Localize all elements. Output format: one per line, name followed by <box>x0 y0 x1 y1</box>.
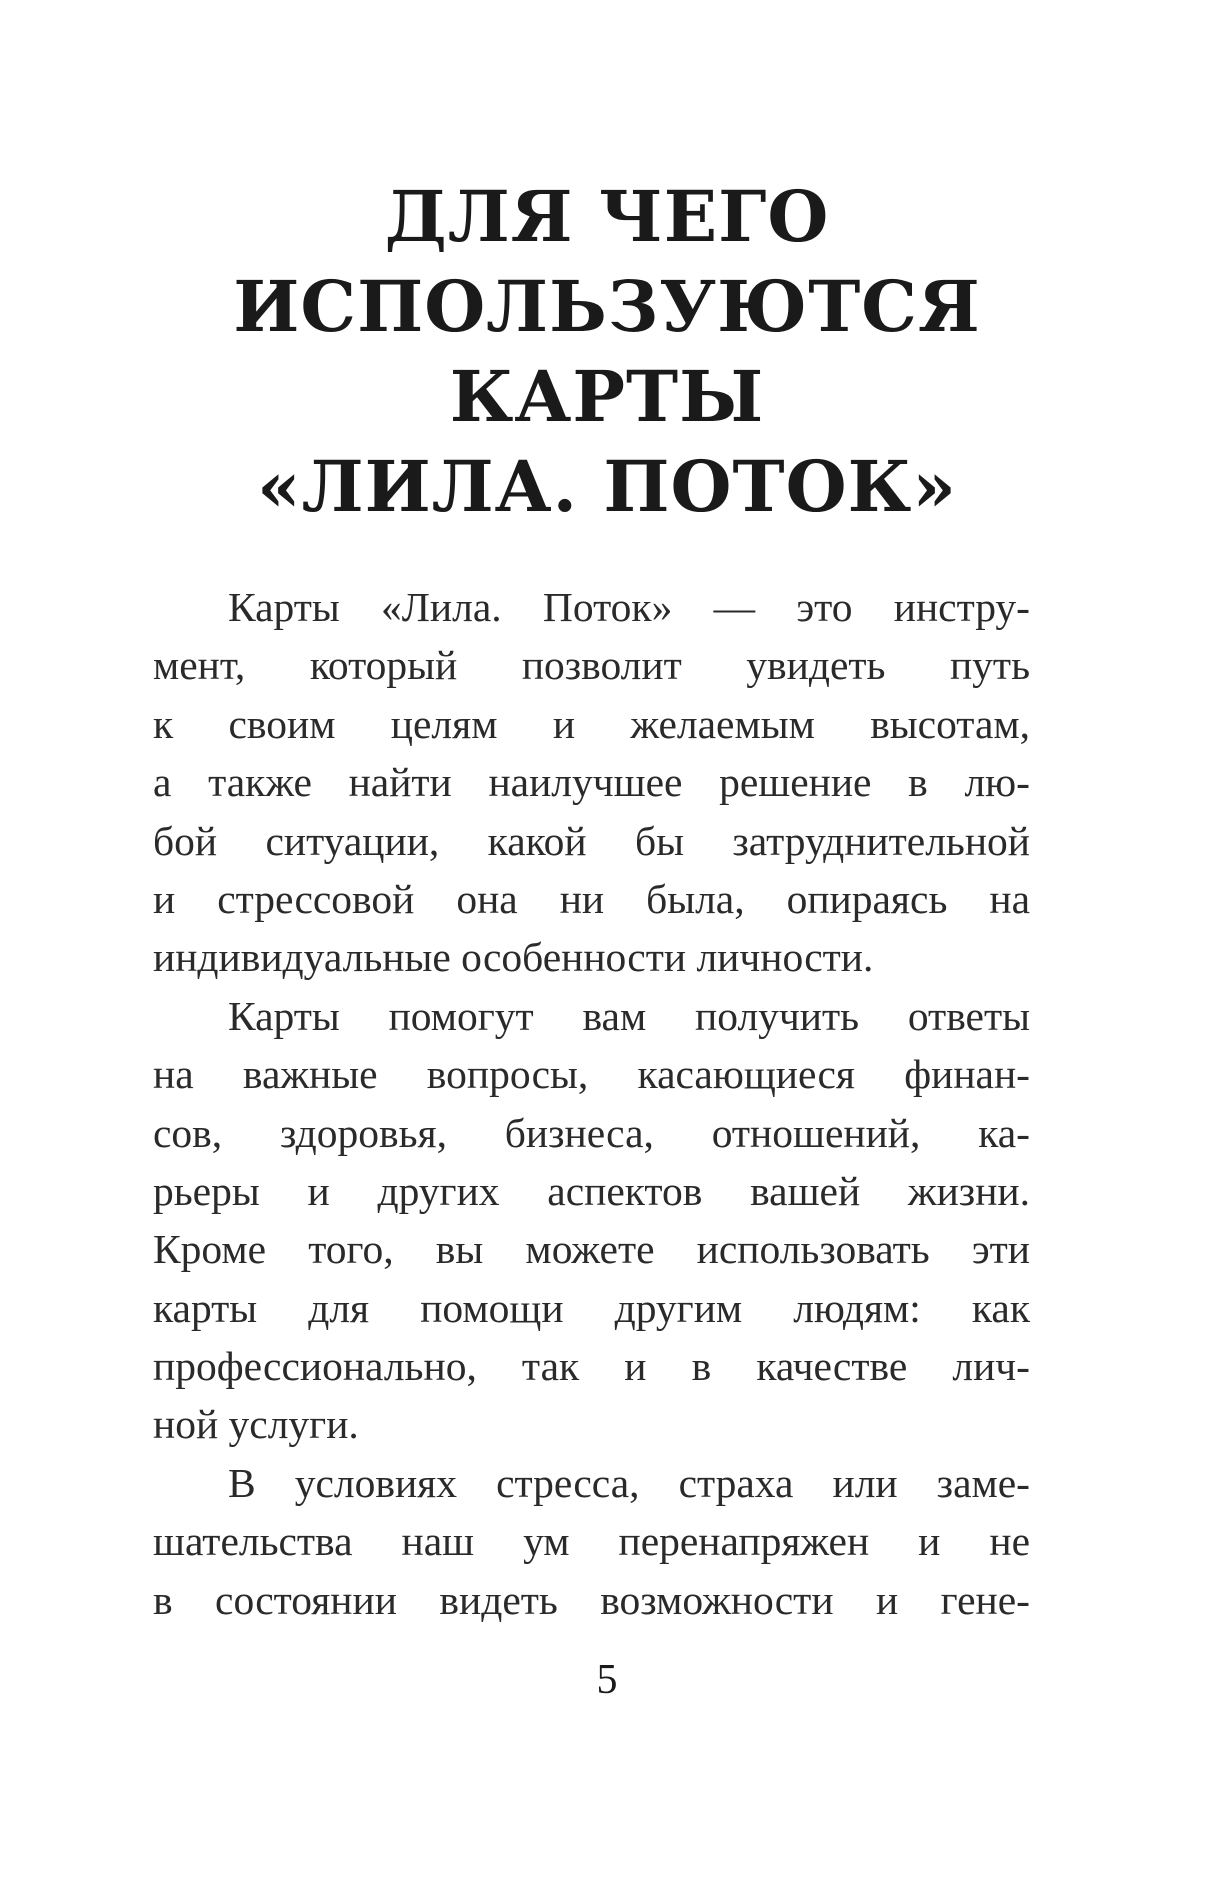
paragraph-2-line: карты для помощи другим людям: как <box>153 1284 1030 1331</box>
paragraph-2-line: ной услуги. <box>153 1401 359 1448</box>
chapter-title-line: «ЛИЛА. ПОТОК» <box>256 445 957 528</box>
chapter-title-line: ИСПОЛЬЗУЮТСЯ <box>233 265 981 348</box>
chapter-title-line: КАРТЫ <box>449 355 765 438</box>
chapter-title <box>0 172 1214 532</box>
paragraph-1-line: индивидуальные особенности личности. <box>153 934 874 981</box>
paragraph-3-line: в состоянии видеть возможности и гене- <box>153 1576 1030 1623</box>
paragraph-3-line: шательства наш ум перенапряжен и не <box>153 1518 1030 1565</box>
body-text <box>153 578 1030 1629</box>
page-number: 5 <box>596 1657 618 1703</box>
paragraph-2-line: профессионально, так и в качестве лич- <box>153 1343 1030 1390</box>
paragraph-1-line: мент, который позволит увидеть путь <box>153 642 1030 689</box>
paragraph-3-line: В условиях стресса, страха или заме- <box>228 1459 1030 1506</box>
paragraph-2-line: Кроме того, вы можете использовать эти <box>153 1226 1030 1273</box>
paragraph-2-line: сов, здоровья, бизнеса, отношений, ка- <box>153 1109 1030 1156</box>
paragraph-1-line: а также найти наилучшее решение в лю- <box>153 759 1030 806</box>
paragraph-2-line: Карты помогут вам получить ответы <box>228 992 1030 1039</box>
paragraph-2-line: рьеры и других аспектов вашей жизни. <box>153 1167 1030 1214</box>
paragraph-1-line: бой ситуации, какой бы затруднительной <box>153 817 1030 864</box>
paragraph-1-line: Карты «Лила. Поток» — это инстру- <box>228 584 1030 630</box>
paragraph-1-line: и стрессовой она ни была, опираясь на <box>153 875 1030 922</box>
chapter-title-line: ДЛЯ ЧЕГО <box>384 175 830 258</box>
paragraph-2-line: на важные вопросы, касающиеся финан- <box>153 1051 1030 1098</box>
paragraph-1-line: к своим целям и желаемым высотам, <box>153 700 1030 747</box>
